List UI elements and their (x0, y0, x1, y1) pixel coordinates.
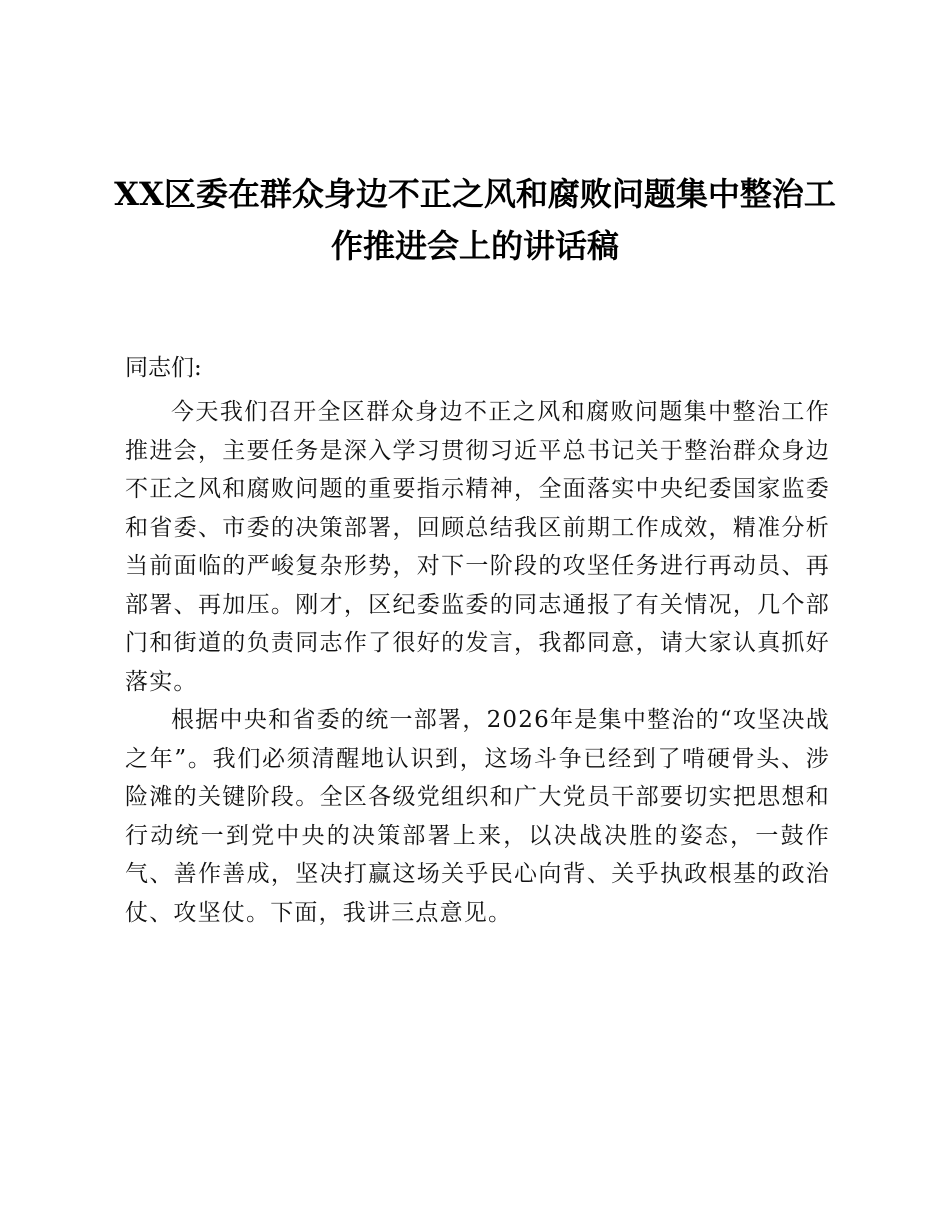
paragraph: 根据中央和省委的统一部署，2026年是集中整治的“攻坚决战之年”。我们必须清醒地认识到，这场斗争已经到了啃硬骨头、涉险滩的关键阶段。全区各级党组织和广大党员干部要切实把思想和行动统一到党中央的决策部署上来，以决战决胜的姿态，一鼓作气、善作善成，坚决打赢这场关乎民心向背、关乎执政根基的政治仗、攻坚仗。下面，我讲三点意见。 (125, 707, 830, 926)
document-title: XX区委在群众身边不正之风和腐败问题集中整治工作推进会上的讲话稿 (114, 175, 836, 265)
salutation: 同志们: (125, 355, 202, 381)
document-body (125, 393, 830, 932)
paragraph: 今天我们召开全区群众身边不正之风和腐败问题集中整治工作推进会，主要任务是深入学习贯彻习近平总书记关于整治群众身边不正之风和腐败问题的重要指示精神，全面落实中央纪委国家监委和省委、市委的决策部署，回顾总结我区前期工作成效，精准分析当前面临的严峻复杂形势，对下一阶段的攻坚任务进行再动员、再部署、再加压。刚才，区纪委监委的同志通报了有关情况，几个部门和街道的负责同志作了很好的发言，我都同意，请大家认真抓好落实。 (125, 399, 830, 695)
